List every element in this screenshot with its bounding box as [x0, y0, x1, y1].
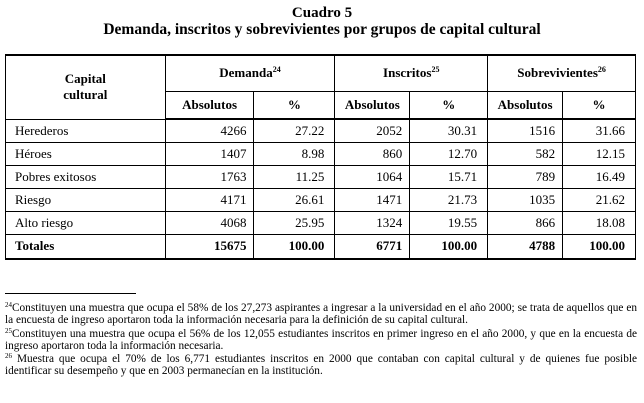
cell-abs: 1324 — [335, 211, 410, 234]
cell-pct: 100.00 — [563, 234, 636, 259]
footnote-26 — [5, 353, 637, 378]
footnote-ref: 24 — [272, 65, 281, 75]
table-row — [6, 211, 636, 234]
table-row — [6, 188, 636, 211]
capital-cultural-table — [5, 54, 636, 260]
table-row — [6, 119, 636, 142]
cell-pct: 100.00 — [410, 234, 488, 259]
cell-pct: 31.66 — [563, 119, 636, 142]
cell-abs: 582 — [488, 142, 563, 165]
cell-abs: 1064 — [335, 165, 410, 188]
subheader-percent: % — [410, 91, 488, 119]
footnote-24 — [5, 302, 637, 327]
footnote-ref: 25 — [431, 65, 440, 75]
row-label: Alto riesgo — [6, 211, 166, 234]
cell-pct: 18.08 — [563, 211, 636, 234]
group-header-demanda — [165, 55, 335, 91]
cell-pct: 12.15 — [563, 142, 636, 165]
cell-abs: 1763 — [165, 165, 254, 188]
cell-abs: 866 — [488, 211, 563, 234]
footnotes — [5, 302, 637, 379]
footnote-number: 25 — [5, 326, 12, 335]
corner-line1: Capital — [64, 71, 106, 87]
cell-pct: 27.22 — [254, 119, 335, 142]
cell-pct: 25.95 — [254, 211, 335, 234]
table-row — [6, 142, 636, 165]
footnote-text: Muestra que ocupa el 70% de los 6,771 estudiantes inscritos en 2000 que contaban con capital cultural y de quienes fue posible identificar su desempeño y que en 2003 permanecían en la institución. — [5, 353, 637, 378]
cell-abs: 860 — [335, 142, 410, 165]
cell-pct: 15.71 — [410, 165, 488, 188]
footnote-number: 24 — [5, 301, 12, 309]
cell-abs: 6771 — [335, 234, 410, 259]
cell-abs: 1407 — [165, 142, 254, 165]
cell-abs: 4171 — [165, 188, 254, 211]
cell-abs: 1035 — [488, 188, 563, 211]
cell-pct: 26.61 — [254, 188, 335, 211]
cell-pct: 21.73 — [410, 188, 488, 211]
row-label: Héroes — [6, 142, 166, 165]
footnote-divider — [5, 293, 136, 294]
row-label: Riesgo — [6, 188, 166, 211]
footnote-25 — [5, 328, 637, 353]
footnote-ref: 26 — [597, 65, 606, 75]
group-label: Inscritos — [383, 65, 432, 81]
subheader-percent: % — [563, 91, 636, 119]
table-caption-number: Cuadro 5 — [291, 5, 353, 21]
cell-abs: 1516 — [488, 119, 563, 142]
table-row — [6, 165, 636, 188]
cell-abs: 4068 — [165, 211, 254, 234]
footnote-number: 26 — [5, 352, 12, 361]
cell-pct: 30.31 — [410, 119, 488, 142]
cell-abs: 1471 — [335, 188, 410, 211]
cell-abs: 2052 — [335, 119, 410, 142]
group-label: Sobrevivientes — [517, 65, 598, 81]
subheader-absolutos: Absolutos — [165, 91, 254, 119]
cell-abs: 789 — [488, 165, 563, 188]
group-header-sobrevivientes — [488, 55, 636, 91]
cell-pct: 21.62 — [563, 188, 636, 211]
subheader-absolutos: Absolutos — [335, 91, 410, 119]
corner-header — [6, 55, 166, 119]
table-row-totals — [6, 234, 636, 259]
cell-abs: 15675 — [165, 234, 254, 259]
cell-abs: 4788 — [488, 234, 563, 259]
header-row-groups — [6, 55, 636, 91]
corner-line2: cultural — [63, 87, 108, 103]
footnote-text: Constituyen una muestra que ocupa el 58% de los 27,273 aspirantes a ingresar a la universidad en el año 2000; se trata de aquellos que en la encuesta de ingreso aportaron toda la información necesaria para la definición de su capital cultural. — [5, 302, 637, 327]
row-label: Herederos — [6, 119, 166, 142]
group-label: Demanda — [219, 65, 273, 81]
cell-pct: 12.70 — [410, 142, 488, 165]
cell-abs: 4266 — [165, 119, 254, 142]
subheader-absolutos: Absolutos — [488, 91, 563, 119]
cell-pct: 8.98 — [254, 142, 335, 165]
cell-pct: 16.49 — [563, 165, 636, 188]
row-label-totals: Totales — [6, 234, 166, 259]
cell-pct: 11.25 — [254, 165, 335, 188]
cell-pct: 19.55 — [410, 211, 488, 234]
cell-pct: 100.00 — [254, 234, 335, 259]
group-header-inscritos — [335, 55, 488, 91]
table-caption-title: Demanda, inscritos y sobrevivientes por grupos de capital cultural — [103, 21, 541, 38]
row-label: Pobres exitosos — [6, 165, 166, 188]
footnote-text: Constituyen una muestra que ocupa el 56% de los 12,055 estudiantes inscritos en primer ingreso en el año 2000, y que en la encuesta de ingreso aportaron toda la información necesaria. — [5, 327, 637, 352]
subheader-percent: % — [254, 91, 335, 119]
